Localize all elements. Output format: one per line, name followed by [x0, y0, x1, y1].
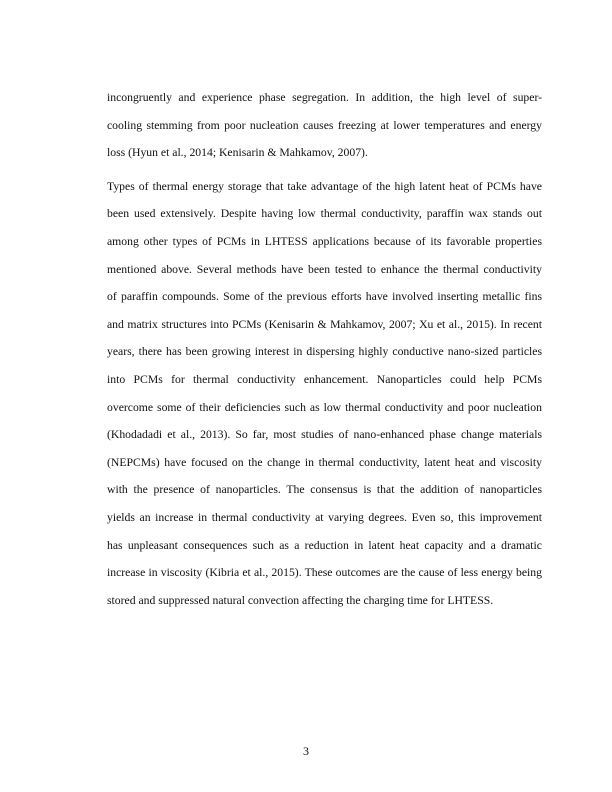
text-line: Types of thermal energy storage that take advantage of the high latent heat of PCMs have — [107, 179, 542, 193]
text-line: (NEPCMs) have focused on the change in thermal conductivity, latent heat and viscosity — [107, 455, 542, 469]
text-line: loss (Hyun et al., 2014; Kenisarin & Mahkamov, 2007). — [107, 146, 368, 160]
text-line: mentioned above. Several methods have been tested to enhance the thermal conductivity — [107, 262, 542, 276]
body-text — [107, 84, 542, 614]
paragraph-2 — [107, 173, 542, 615]
text-line: increase in viscosity (Kibria et al., 2015). These outcomes are the cause of less energy being — [107, 566, 542, 580]
text-line: cooling stemming from poor nucleation causes freezing at lower temperatures and energy — [107, 118, 542, 132]
text-line: and matrix structures into PCMs (Kenisarin & Mahkamov, 2007; Xu et al., 2015). In recent — [107, 317, 542, 331]
page-number: 3 — [303, 744, 309, 758]
paragraph-1 — [107, 84, 542, 167]
text-line: of paraffin compounds. Some of the previous efforts have involved inserting metallic fins — [107, 290, 542, 304]
text-line: incongruently and experience phase segregation. In addition, the high level of super- — [107, 91, 542, 104]
text-line: years, there has been growing interest in dispersing highly conductive nano-sized particles — [107, 345, 542, 359]
text-line: with the presence of nanoparticles. The consensus is that the addition of nanoparticles — [107, 483, 542, 497]
text-line: has unpleasant consequences such as a reduction in latent heat capacity and a dramatic — [107, 538, 542, 552]
text-line: overcome some of their deficiencies such as low thermal conductivity and poor nucleation — [107, 400, 542, 414]
text-line: into PCMs for thermal conductivity enhancement. Nanoparticles could help PCMs — [107, 372, 542, 386]
text-line: been used extensively. Despite having low thermal conductivity, paraffin wax stands out — [107, 207, 542, 221]
text-line: among other types of PCMs in LHTESS applications because of its favorable properties — [107, 234, 542, 248]
text-line: stored and suppressed natural convection affecting the charging time for LHTESS. — [107, 593, 494, 607]
text-line: (Khodadadi et al., 2013). So far, most studies of nano-enhanced phase change materials — [107, 428, 542, 442]
text-line: yields an increase in thermal conductivity at varying degrees. Even so, this improvement — [107, 510, 542, 524]
